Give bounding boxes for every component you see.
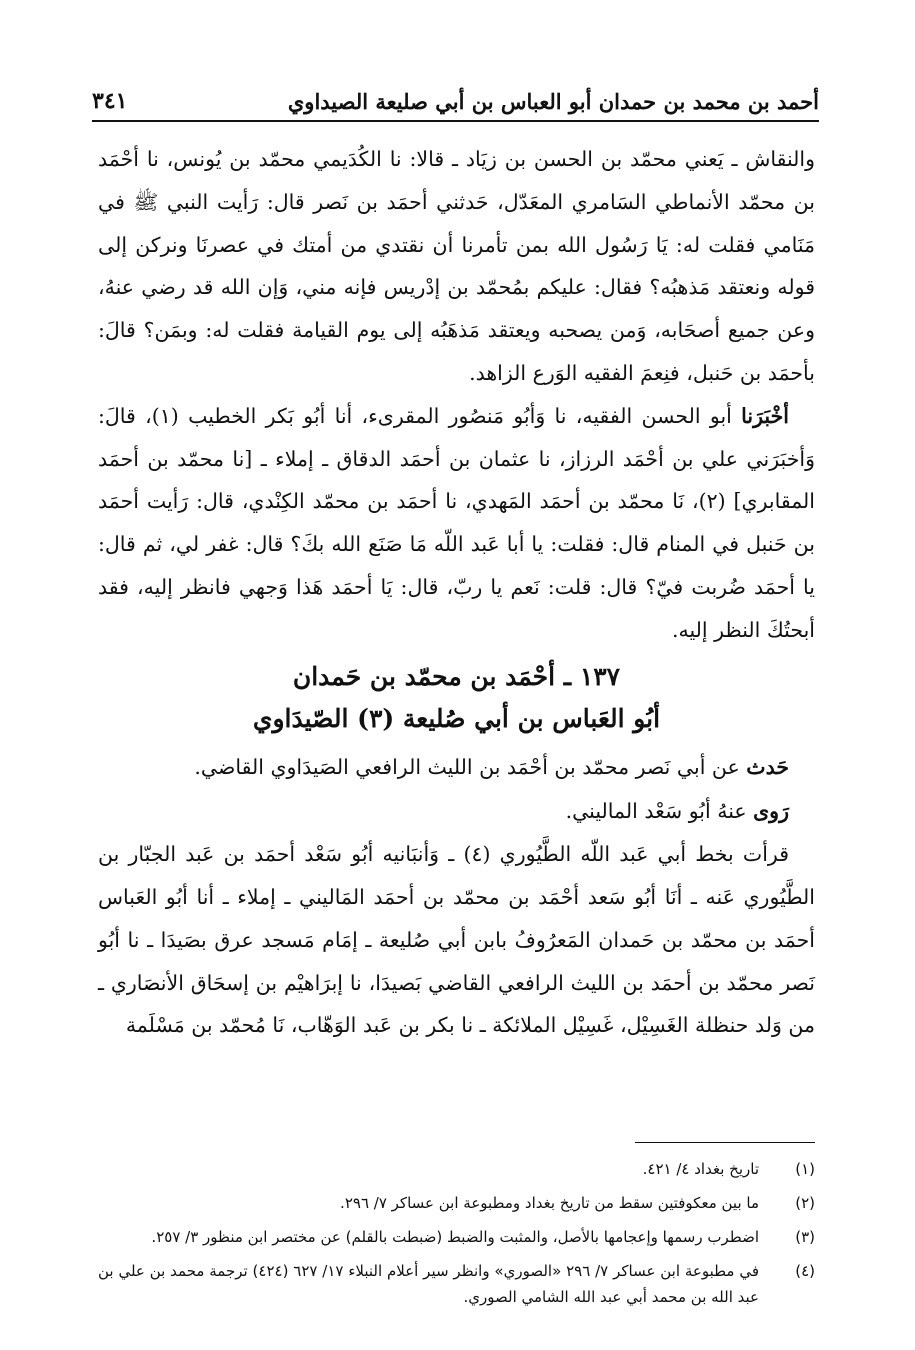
page-header (92, 70, 819, 114)
footnote-1 (98, 1156, 815, 1182)
entry-heading (98, 656, 815, 740)
footnotes (98, 1156, 815, 1318)
hadath-line (98, 746, 815, 789)
footnote-number: (١) (795, 1160, 815, 1178)
page-number: ٣٤١ (92, 88, 128, 114)
paragraph-2 (98, 395, 815, 652)
entry-heading-line-2: أبُو العَباس بن أبي صُليعة (٣) الصّيدَاوي (252, 703, 661, 733)
paragraph-1: والنقاش ـ يَعني محمّد بن الحسن بن زيَاد ـ قالا: نا الكُدَيمي محمّد بن يُونس، نا أحْمَد بن محمّد الأنماطي السَامري المعَدّل، حَدثني أحمَد بن نَصر قال: رَأيت النبي ﷺ في مَنَامي فقلت له: يَا رَسُول الله بمن تأمرنا أن نقتدي من أمتك في عصرنَا ونركن إلى قوله ونعتقد مَذهبُه؟ فقال: عليكم بمُحمّد بن إدْريس فإنه مني، وَإن الله قد رضي عنهُ، وعن جميع أصحَابه، وَمن يصحبه ويعتقد مَذهَبُه إلى يوم القيامة فقلت له: وبمَن؟ قالَ: بأحمَد بن حَنبل، فنِعمَ الفقيه الوَرع الزاهد. (98, 147, 815, 385)
footnote-2 (98, 1190, 815, 1216)
main-text (98, 138, 815, 1047)
entry-heading-line-1: ١٣٧ ـ أحْمَد بن محمّد بن حَمدان (292, 661, 621, 691)
footnote-rule (635, 1142, 815, 1143)
footnote-number: (٤) (795, 1262, 815, 1280)
footnote-text: اضطرب رسمها وإعجامها بالأصل، والمثبت والضبط (ضبطت بالقلم) عن مختصر ابن منظور ٣/ ٢٥٧. (151, 1228, 759, 1246)
header-rule (92, 120, 819, 122)
footnote-number: (٢) (795, 1194, 815, 1212)
paragraph-2-lead: أخْبَرَنا (741, 403, 789, 428)
footnote-number: (٣) (795, 1228, 815, 1246)
footnote-text: في مطبوعة ابن عساكر ٧/ ٢٩٦ «الصوري» وانظر سير أعلام النبلاء ١٧/ ٦٢٧ (٤٢٤) ترجمة محمد بن علي بن عبد الله بن محمد أبي عبد الله الشامي الصوري. (98, 1262, 759, 1306)
footnote-text: تاريخ بغداد ٤/ ٤٢١. (642, 1160, 759, 1178)
footnote-text: ما بين معكوفتين سقط من تاريخ بغداد ومطبوعة ابن عساكر ٧/ ٢٩٦. (340, 1194, 759, 1212)
paragraph-2-text: أبو الحسن الفقيه، نا وَأبُو مَنصُور المقرىء، أنا أبُو بَكر الخطيب (١)، قالَ: وَأخبَرَني علي بن أحْمَد الرزاز، نا عثمان بن أحمَد الدقاق ـ إملاء ـ [نا محمّد بن أحمَد المقابري] (٢)، نَا محمّد بن أحمَد المَهدي، نا أحمَد بن محمّد الكِنْدي، قال: رَأيت أحمَد بن حَنبل في المنام قال: فقلت: يا أبا عَبد اللّه مَا صَنَع الله بكَ؟ قال: غفر لي، ثم قال: يا أحمَد ضُربت فيّ؟ قال: قلت: نَعم يا ربّ، قال: يَا أحمَد هَذا وَجهي فانظر إليه، فقد أبحتُكَ النظر إليه. (98, 403, 815, 642)
hadath-lead: حَدث (746, 754, 789, 779)
hadath-text: عن أبي نَصر محمّد بن أحْمَد بن الليث الرافعي الصَيدَاوي القاضي. (194, 754, 747, 779)
footnote-3 (98, 1224, 815, 1250)
running-title: أحمد بن محمد بن حمدان أبو العباس بن أبي صليعة الصيداوي (287, 89, 819, 114)
footnote-4 (98, 1258, 815, 1310)
rawa-line (98, 790, 815, 833)
rawa-text: عنهُ أبُو سَعْد الماليني. (565, 799, 754, 824)
entry-paragraph: قرأت بخط أبي عَبد اللّه الطَّيُوري (٤) ـ وَأنبَانيه أبُو سَعْد أحمَد بن عَبد الجبّار بن الطَّيُوري عَنه ـ أنَا أبُو سَعد أحْمَد بن محمّد بن أحمَد المَاليني ـ إملاء ـ أنا أبُو العَباس أحمَد بن محمّد بن حَمدان المَعرُوفُ بابن أبي صُليعة ـ إمَام مَسجد عرق بصَيدَا ـ نا أبُو نَصر محمّد بن أحمَد بن الليث الرافعي القاضي بَصيدَا، نا إبرَاهيْم بن إسحَاق الأنصَاري ـ من وَلد حنظلة الغَسِيْل، غَسِيْل الملائكة ـ نا بكر بن عَبد الوَهّاب، نَا مُحمّد بن مَسْلَمة (98, 842, 815, 1038)
rawa-lead: رَوى (753, 799, 789, 824)
